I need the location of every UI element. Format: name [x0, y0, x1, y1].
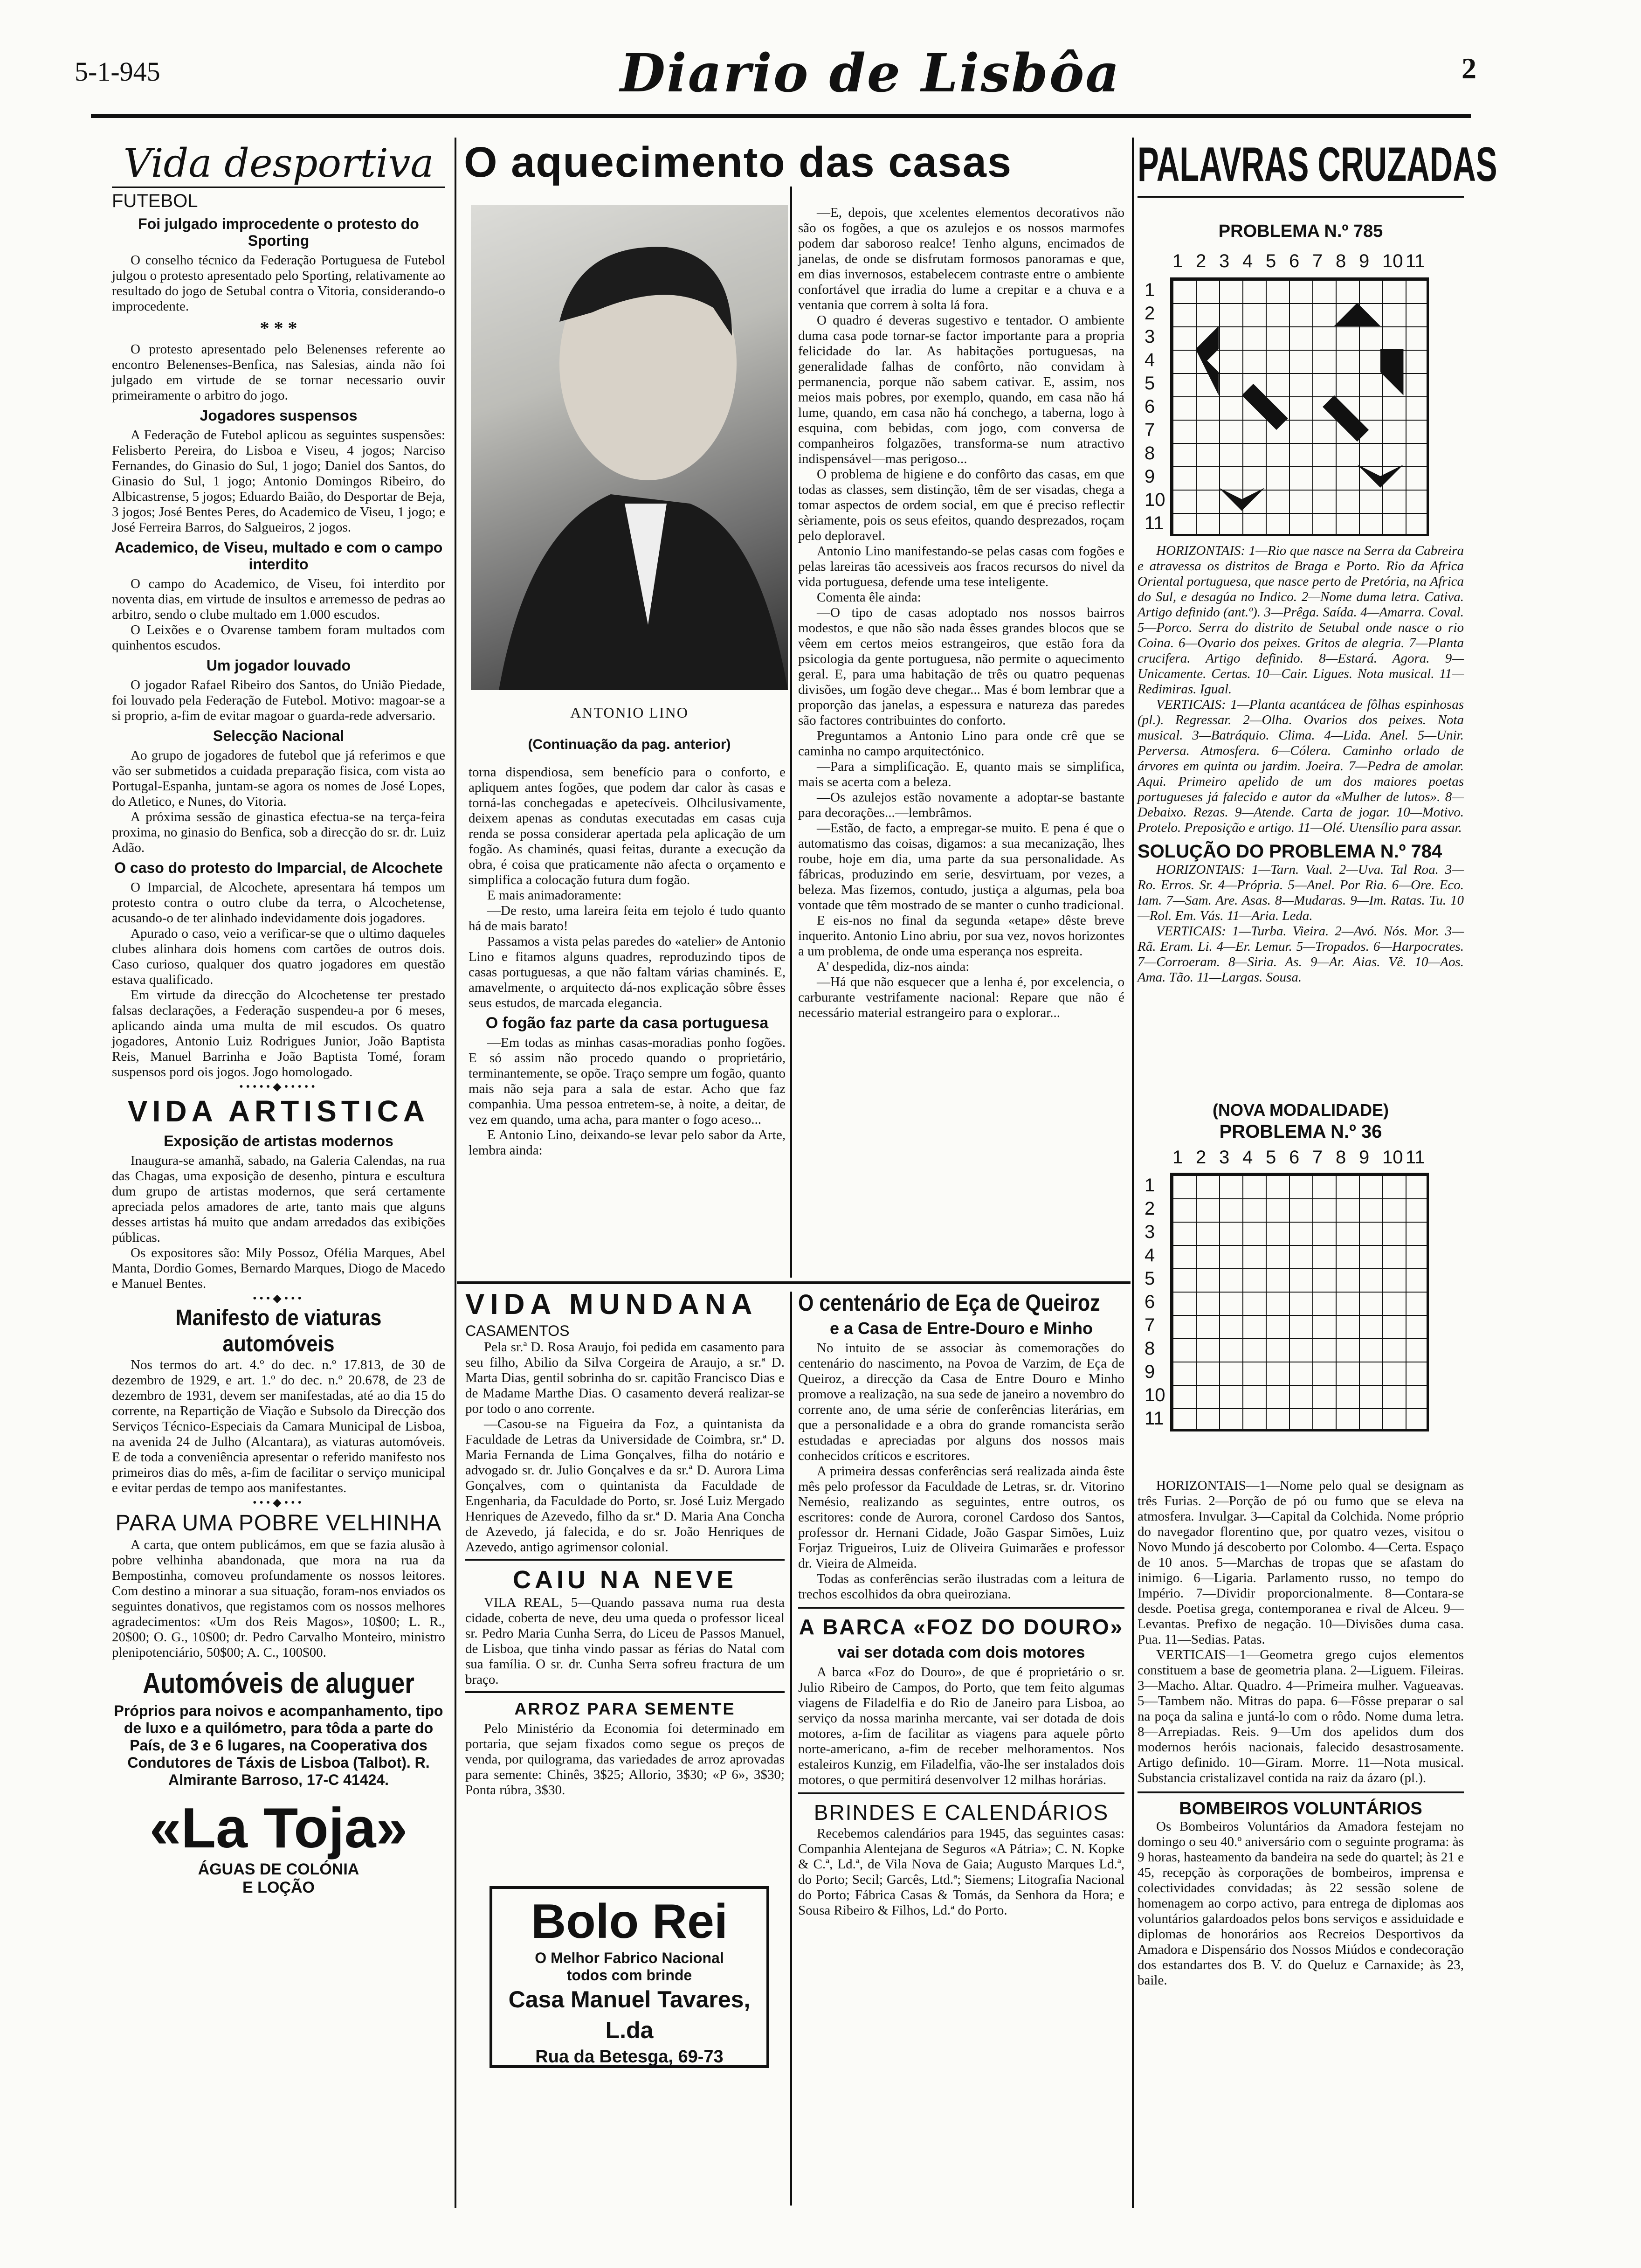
- rule: [465, 1691, 785, 1693]
- article-text: —E, depois, que xcelentes elementos decorativos não são os fogões, a que os azulejos e os nossos marmofes podem dar saboroso realce! Tenho alguns, encimados de janelas, de onde se disfrutam formosos panoramas e que, em dias invernosos, estabelecem contraste entre o ambiente confortável que irradia do lume a crepitar e a chuva e a ventania que correm à solta lá fora.: [798, 205, 1124, 312]
- article-text: Antonio Lino manifestando-se pelas casas com fogões e pelas lareiras tão acessiveis aos fracos recursos do nivel da vida portuguesa, defende uma tese inteligente.: [798, 544, 1124, 589]
- portrait-photo: [471, 205, 788, 690]
- rule: [798, 1607, 1124, 1609]
- problem-36-title: PROBLEMA N.º 36: [1219, 1121, 1382, 1142]
- subhead-casamentos: CASAMENTOS: [465, 1322, 570, 1339]
- vida-mundana-column: [465, 1287, 785, 2210]
- grid-row-number: 3: [1145, 326, 1155, 347]
- article-text: Todas as conferências serão ilustradas com a leitura de trechos escolhidos da obra queiroziana.: [798, 1571, 1124, 1602]
- article-text: No intuito de se associar às comemorações do centenário do nascimento, na Povoa de Varzim, de Eça de Queiroz, a direcção da Casa de Entre Douro e Minho promove a realização, na sua sede de janeiro a novembro do corrente ano, de uma série de conferências literárias, em que a personalidade e a obra do grande romancista serão estudadas e apreciadas por alguns dos nossos mais conhecidos críticos e escritores.: [798, 1341, 1124, 1463]
- problem-785-title: PROBLEMA N.º 785: [1218, 221, 1383, 241]
- grid-row-number: 10: [1145, 1385, 1165, 1405]
- article-text: O campo do Academico, de Viseu, foi interdito por noventa dias, em virtude de insultos e arremesso de pedras ao arbitro, sendo o clube multado em 1.000 escudos.: [112, 576, 445, 622]
- grid-column-number: 6: [1289, 1147, 1300, 1168]
- article-text: O quadro é deveras sugestivo e tentador. O ambiente duma casa pode tornar-se factor importante para a propria felicidade do lar. As habitações portuguesas, na generalidade falhas de confôrto, não convidam à permanencia, porque não sabem cativar. E, assim, nos meios mais pobres, por exemplo, quando, em casa não há lume, quando, em casa não há conchego, a taberna, logo à esquina, com bebidas, com jogo, com conversa de companheiros folgazões, transforma-se num atractivo indispensável—mas perigoso...: [798, 313, 1124, 466]
- grid-column-number: 7: [1312, 251, 1323, 271]
- grid-row-number: 11: [1145, 513, 1164, 533]
- grid-36-column-numbers: [1172, 1147, 1443, 1170]
- ad-bolo-line: O Melhor Fabrico Nacional: [535, 1950, 724, 1966]
- article-text: —Para a simplificação. E, quanto mais se simplifica, mais se acerta com a beleza.: [798, 759, 1124, 789]
- article-text: Ao grupo de jogadores de futebol que já referimos e que vão ser submetidos a cuidada preparação fisica, com vista ao Portugal-Espanha, juntam-se agora os nomes de José Lopes, do Atletico, e Nunes, do Vitoria.: [112, 748, 445, 809]
- article-text: O Leixões e o Ovarense tambem foram multados com quinhentos escudos.: [112, 622, 445, 653]
- grid-785-column-numbers: [1172, 251, 1443, 274]
- grid-column-number: 10: [1382, 251, 1403, 271]
- article-text: Os expositores são: Mily Possoz, Ofélia Marques, Abel Manta, Dordio Gomes, Bernardo Marques, Diogo de Macedo e Manuel Bentes.: [112, 1245, 445, 1291]
- subhead: Um jogador louvado: [206, 657, 351, 674]
- grid-row-number: 4: [1145, 1245, 1155, 1265]
- article-text: —Os azulejos estão novamente a adoptar-se bastante para decorações...—lembrâmos.: [798, 790, 1124, 820]
- clue-text: HORIZONTAIS: 1—Rio que nasce na Serra da Cabreira e atravessa os distritos de Braga e Porto. Rio da Africa Oriental portuguesa, que nasce perto de Pretória, na Africa do Sul, e desagúa no Indico. 2—Nome duma letra. Cativa. Artigo definido (ant.º). 3—Prêga. Saída. 4—Amarra. Coval. 5—Porco. Serra do distrito de Setubal onde nasce o rio Coina. 6—Ovario dos peixes. Gritos de alegria. 7—Planta crucifera. Artigo definido. 8—Estará. Agora. 9—Unicamente. Certas. 10—Cair. Ligues. Nota musical. 11—Redimiras. Igual.: [1138, 543, 1464, 697]
- article-text: torna dispendiosa, sem benefício para o conforto, e apliquem antes fogões, que podem dar calor às casas e torná-las conchegadas e apetecíveis. Olhcilusivamente, deixem apenas as condutas executadas em casas cuja renda se possa considerar apertada pela aplicação de um fogão. As chaminés, quasi feitas, durante a execução da obra, é coisa que praticamente não afecta o orçamento e simplifica a colocação futura dum fogão.: [469, 765, 786, 887]
- article-text: —Estão, de facto, a empregar-se muito. E pena é que o automatismo das coisas, digamos: a sua mecanização, lhes roube, hoje em dia, uma parte da sua personalidade. As fábricas, produzindo em serie, desvirtuam, por vezes, a beleza. Mas fizemos, contudo, justiça a algumas, pela boa vontade que têm mostrado de se manter o cunho tradicional.: [798, 821, 1124, 913]
- article-text: O problema de higiene e do confôrto das casas, em que todas as classes, sem distinção, têm de ser visadas, chega a tomar aspectos de ordem social, em que é preciso reflectir sèriamente, pois os seus efeitos, quando desprezados, roçam pelo deploravel.: [798, 467, 1124, 543]
- grid-column-number: 5: [1266, 251, 1276, 271]
- ad-la-toja-title: «La Toja»: [149, 1796, 408, 1860]
- grid-785-row-numbers: [1145, 280, 1168, 539]
- photo-caption: ANTONIO LINO: [570, 704, 689, 721]
- rule: [1138, 196, 1464, 198]
- solution-title: SOLUÇÃO DO PROBLEMA N.º 784: [1138, 841, 1442, 862]
- article-text: E Antonio Lino, deixando-se levar pelo sabor da Arte, lembra ainda:: [469, 1127, 786, 1158]
- grid-36-row-numbers: [1145, 1175, 1168, 1434]
- grid-column-number: 9: [1359, 1147, 1370, 1168]
- grid-column-number: 2: [1196, 251, 1207, 271]
- page-number: 2: [1462, 52, 1476, 85]
- crossword-785-clues: [1138, 543, 1464, 985]
- subhead: e a Casa de Entre-Douro e Minho: [829, 1319, 1093, 1338]
- subhead: Selecção Nacional: [213, 727, 345, 744]
- solution-text: VERTICAIS: 1—Turba. Vieira. 2—Avó. Nós. Mor. 3—Rã. Eram. Li. 4—Er. Lemur. 5—Tropados. 6—Harpocrates. 7—Corroeram. 8—Siria. As. 9—Ar. Aias. Vê. 10—Aos. Ama. Tão. 11—Largas. Sousa.: [1138, 924, 1464, 985]
- article-text: Comenta êle ainda:: [817, 590, 921, 605]
- grid-column-number: 1: [1172, 1147, 1183, 1168]
- ornament: •••••◆•••••: [239, 1081, 318, 1093]
- article-text: Apurado o caso, veio a verificar-se que o ultimo daqueles clubes alinhara dois homens com cartões de outros dois. Caso curioso, qualquer dos quatro jogadores em questão estava qualificado.: [112, 926, 445, 987]
- crossword-36-clues: [1138, 1478, 1464, 2210]
- article-text: —Em todas as minhas casas-moradias ponho fogões. E só assim não procedo quando o proprietário, terminantemente, se opõe. Traço sempre um fogão, quanto mais não seja para a sala de estar. Acho que faz companhia. Uma pessoa entretem-se, à noite, a deitar, de vez em quando, uma acha, para manter o fogo aceso...: [469, 1035, 786, 1127]
- grid-column-number: 3: [1219, 1147, 1230, 1168]
- grid-column-number: 8: [1336, 1147, 1346, 1168]
- article-text: E eis-nos no final da segunda «etape» dêste breve inquerito. Antonio Lino abriu, por sua vez, novos horizontes a um problema, de onde uma esperança nos espreita.: [798, 913, 1124, 959]
- grid-row-number: 6: [1145, 396, 1155, 417]
- ad-automoveis-text: Próprios para noivos e acompanhamento, tipo de luxo e a quilómetro, para tôda a parte do País, de 3 e 6 lugares, na Cooperativa dos Condutores de Táxis de Lisboa (Talbot). R. Almirante Barroso, 17-C 41424.: [114, 1702, 443, 1788]
- article-text: Os Bombeiros Voluntários da Amadora festejam no domingo o seu 40.º aniversário com o seguinte programa: às 9 horas, hasteamento da bandeira na sede do quartel; às 21 e 45, recepção às corporações de bombeiros, imprensa e colectividades convidadas; às 22 sessão solene de homenagem ao corpo activo, para entrega de diplomas aos voluntários galardoados pelos bons serviços e assiduidade e diplomas de honorários aos Recreios Desportivos da Amadora e Dispensário dos Nossos Miúdos e condecoração dos estandartes dos B. V. do Queluz e Carnaxide; às 23, baile.: [1138, 1819, 1464, 1988]
- headline-brindes: BRINDES E CALENDÁRIOS: [814, 1800, 1109, 1825]
- grid-row-number: 10: [1145, 490, 1165, 510]
- column-divider: [1132, 138, 1134, 2208]
- subhead: vai ser dotada com dois motores: [837, 1644, 1085, 1661]
- ad-automoveis-title: Automóveis de aluguer: [143, 1667, 414, 1700]
- ad-bolo-line: todos com brinde: [566, 1967, 692, 1984]
- ad-la-toja-line: ÁGUAS DE COLÓNIA: [198, 1860, 359, 1878]
- section-rule: [457, 1281, 1131, 1284]
- headline-velhinha: PARA UMA POBRE VELHINHA: [115, 1511, 442, 1535]
- article-text: Em virtude da direcção do Alcochetense ter prestado falsas declarações, a Federação suspendeu-a por 6 meses, aplicando ainda uma multa de mil escudos. Os quatro jogadores, Antonio Luiz Rodrigues Junior, João Baptista Reis, Manuel Barrinha e João Baptista Tomé, foram suspensos pord ois jogos. Jogo homologado.: [112, 988, 445, 1079]
- section-title: Vida desportiva: [112, 140, 445, 188]
- queiroz-column: [798, 1289, 1124, 2210]
- ad-bolo-title: Bolo Rei: [531, 1895, 728, 1949]
- ornament: •••◆•••: [253, 1497, 304, 1509]
- solution-text: HORIZONTAIS: 1—Tarn. Vaal. 2—Uva. Tal Roa. 3—Ro. Erros. Sr. 4—Própria. 5—Anel. Por Ria. 6—Ore. Eco. Iam. 7—Sam. Are. Asas. 8—Mudaras. 9—Im. Ratas. Tu. 10—Rol. Em. Vás. 11—Aria. Leda.: [1138, 862, 1464, 923]
- article-text: Pelo Ministério da Economia foi determinado em portaria, que sejam fixados como segue os preços de venda, por quilograma, das variedades de arroz aprovadas para semente: Chinês, 3$25; Allorio, 3$30; «P 6», 3$30; Ponta rúbra, 3$30.: [465, 1721, 785, 1798]
- article-column-left: [469, 765, 786, 1278]
- grid-column-number: 10: [1382, 1147, 1403, 1168]
- article-text: —Casou-se na Figueira da Foz, a quintanista da Faculdade de Letras da Universidade de Coimbra, sr.ª D. Maria Fernanda de Lima Gonçalves, filha do notário e advogado sr. dr. Julio Gonçalves e da sr.ª D. Aurora Lima Gonçalves, com o quintanista da Faculdade de Engenharia, da Faculdade do Porto, sr. José Luiz Mergado Henriques de Azevedo, filho da sr.ª D. Maria Ana Concha de Azevedo, já falecida, e do sr. João Henriques de Azevedo, antigo agrimensor colonial.: [465, 1417, 785, 1555]
- grid-column-number: 4: [1242, 1147, 1253, 1168]
- grid-row-number: 9: [1145, 466, 1155, 487]
- grid-row-number: 1: [1145, 280, 1155, 300]
- grid-column-number: 8: [1336, 251, 1346, 271]
- separator-stars: * * *: [260, 318, 297, 339]
- grid-row-number: 4: [1145, 350, 1155, 370]
- section-title-vida-artistica: VIDA ARTISTICA: [127, 1094, 430, 1128]
- ornament: •••◆•••: [253, 1293, 304, 1305]
- grid-row-number: 1: [1145, 1175, 1155, 1196]
- article-text: O conselho técnico da Federação Portuguesa de Futebol julgou o protesto apresentado pelo Sporting, relativamente ao resultado do jogo de Setubal contra o Vitoria, considerando-o improcedente.: [112, 253, 445, 314]
- crossword-grid-36: [1170, 1173, 1429, 1431]
- article-text: Inaugura-se amanhã, sabado, na Galeria Calendas, na rua das Chagas, uma exposição de desenho, pintura e escultura dum grupo de artistas modernos, que será certamente apreciada pelos amadores de arte, tanto mais que alguns desses artistas há muito que andam arredados das exibições públicas.: [112, 1153, 445, 1245]
- article-text: Nos termos do art. 4.º do dec. n.º 17.813, de 30 de dezembro de 1929, e art. 1.º do dec. n.º 20.678, de 23 de dezembro de 1931, devem ser manifestadas, até ao dia 15 do corrente, na Repartição de Viação e Subsolo da Direcção dos Serviços Técnico-Especiais da Camara Municipal de Lisboa, na avenida 24 de Julho (Alcantara), as viaturas automóveis. E de toda a conveniência apresentar o referido manifesto nos primeiros dias do mês, a-fim de facilitar o serviço municipal e evitar perdas de tempo aos manifestantes.: [112, 1357, 445, 1495]
- grid-column-number: 7: [1312, 1147, 1323, 1168]
- football-kicker: FUTEBOL: [112, 191, 198, 211]
- article-text: O Imparcial, de Alcochete, apresentara há tempos um protesto contra o outro clube da terra, o Alcochetense, acusando-o de ter alinhado indevidamente dois jogadores.: [112, 880, 445, 926]
- subhead: Academico, de Viseu, multado e com o campo interdito: [114, 539, 443, 573]
- headline-neve: CAIU NA NEVE: [512, 1566, 738, 1594]
- portrait-figure: [471, 205, 788, 690]
- article-text: —O tipo de casas adoptado nos nossos bairros modestos, e que não são nada êsses grandes blocos que se vêem em certos meios estrangeiros, que estão fora da psicologia da gente portuguesa, não permite o aquecimento geral. E, para uma habitação de três ou quatro pequenas divisões, um fogão deve chegar... Mas é bom lembrar que a proporção das janelas, a espessura e natureza das paredes são factores contribuintes do conforto.: [798, 605, 1124, 728]
- sports-column: [112, 140, 445, 2210]
- clue-text: VERTICAIS: 1—Planta acantácea de fôlhas espinhosas (pl.). Regressar. 2—Olha. Ovarios dos peixes. Nota musical. 3—Batráquio. Clima. 4—Lida. Anel. 5—Unir. Perversa. Atmosfera. 6—Cólera. Caminho orlado de árvores em quinta ou jardim. Joeira. 7—Pedra de amolar. Aqui. Primeiro apelido de um dos maiores poetas portugueses já falecido e autor da «Mulher de lutos». 8—Debaixo. Rezas. 9—Atende. Carta de jogar. 10—Motivo. Protelo. Preposição e artigo. 11—Olé. Utensílio para assar.: [1138, 697, 1464, 835]
- article-text: —De resto, uma lareira feita em tejolo é tudo quanto há de mais barato!: [469, 903, 786, 933]
- article-text: O jogador Rafael Ribeiro dos Santos, do União Piedade, foi louvado pela Federação de Futebol. Motivo: magoar-se a si proprio, a-fim de evitar magoar o guarda-rede adversario.: [112, 678, 445, 723]
- grid-row-number: 11: [1145, 1408, 1164, 1429]
- article-text: Pela sr.ª D. Rosa Araujo, foi pedida em casamento para seu filho, Abilio da Silva Corgeira de Araujo, a sr.ª D. Marta Dias, gentil sobrinha do sr. capitão Francisco Dias e de Madame Marthe Dias. O casamento deverá realizar-se por todo o ano corrente.: [465, 1340, 785, 1416]
- rule: [465, 1559, 785, 1561]
- article-text: A próxima sessão de ginastica efectua-se na terça-feira proxima, no ginasio do Benfica, sob a direcção do sr. dr. Luiz Adão.: [112, 809, 445, 855]
- grid-column-number: 11: [1406, 251, 1425, 271]
- ad-la-toja-line: E LOÇÃO: [242, 1879, 315, 1896]
- grid-row-number: 2: [1145, 1198, 1155, 1219]
- grid-row-number: 2: [1145, 303, 1155, 324]
- article-text: Recebemos calendários para 1945, das seguintes casas: Companhia Alentejana de Seguros «A Pátria»; C. N. Kopke & C.ª, Ld.ª, de Vila Nova de Gaia; Augusto Marques Ld.ª, do Porto; Secil; Garcês, Ltd.ª; Siemens; Litografia Nacional do Porto; Fábrica Casas & Tomás, da Senhora da Hora; e Sousa Ribeiro & Filhos, Ld.ª do Porto.: [798, 1826, 1124, 1918]
- grid-column-number: 9: [1359, 251, 1370, 271]
- article-text: A carta, que ontem publicámos, em que se fazia alusão à pobre velhinha abandonada, que mora na rua da Bempostinha, comoveu profundamente os nossos leitores. Com destino a minorar a sua situação, foram-nos enviados os seguintes donativos, que registamos com os nossos melhores agradecimentos: «Um dos Reis Magos», 10$00; L. R., 20$00; O. G., 10$00; dr. Pedro Carvalho Monteiro, ministro plenipotenciário, 50$00; A. C., 100$00.: [112, 1537, 445, 1660]
- grid-row-number: 5: [1145, 373, 1155, 394]
- bolo-rei-ad: [490, 1886, 769, 2068]
- subhead: Exposição de artistas modernos: [164, 1133, 393, 1149]
- newspaper-title: Diario de Lisbôa: [620, 43, 1121, 104]
- grid-row-number: 9: [1145, 1362, 1155, 1382]
- issue-date: 5-1-945: [75, 56, 160, 87]
- headline-manifesto: Manifesto de viaturas automóveis: [175, 1306, 382, 1356]
- subhead: Jogadores suspensos: [200, 407, 358, 424]
- masthead-rule: [91, 114, 1471, 118]
- grid-row-number: 5: [1145, 1268, 1155, 1289]
- article-text: E mais animadoramente:: [487, 888, 622, 903]
- section-title-mundana: VIDA MUNDANA: [465, 1288, 758, 1321]
- article-text: A' despedida, diz-nos ainda:: [817, 959, 970, 974]
- article-text: Preguntamos a Antonio Lino para onde crê que se caminha no campo arquitectónico.: [798, 728, 1124, 759]
- grid-row-number: 8: [1145, 443, 1155, 463]
- article-text: O protesto apresentado pelo Belenenses referente ao encontro Belenenses-Benfica, nas Salesias, ainda não foi julgado em virtude de se tornar necessario ouvir primeiramente o arbitro do jogo.: [112, 342, 445, 403]
- crossword-title: PALAVRAS CRUZADAS: [1138, 138, 1497, 192]
- column-divider: [790, 187, 792, 1278]
- grid-column-number: 5: [1266, 1147, 1276, 1168]
- grid-row-number: 8: [1145, 1338, 1155, 1359]
- column-divider: [455, 138, 456, 2208]
- article-text: A Federação de Futebol aplicou as seguintes suspensões: Felisberto Pereira, do Lisboa e Viseu, 4 jogos; Narciso Fernandes, do Ginasio do Sul, 1 jogo; Daniel dos Santos, do Ginasio do Sul, 1 jogo; Antonio Domingos Ribeiro, do Albicastrense, 5 jogos; Eduardo Baião, do Desportar de Beja, 3 jogos; José Bentes Peres, do Academico de Viseu, 1 jogo; e José Ferreira Barros, do Salgueiros, 2 jogos.: [112, 428, 445, 535]
- article-text: VILA REAL, 5—Quando passava numa rua desta cidade, coberta de neve, deu uma queda o professor liceal sr. Pedro Maria Cunha Serra, do Liceu de Passos Manuel, de Lisboa, que tinha vindo passar as férias do Natal com sua família. O sr. dr. Cunha Serra sofreu fractura de um braço.: [465, 1595, 785, 1687]
- grid-row-number: 3: [1145, 1222, 1155, 1242]
- headline-arroz: ARROZ PARA SEMENTE: [514, 1699, 736, 1718]
- grid-row-number: 7: [1145, 1315, 1155, 1335]
- ad-bolo-name: Casa Manuel Tavares, L.da: [508, 1986, 751, 2043]
- grid-column-number: 3: [1219, 251, 1230, 271]
- clue-text: HORIZONTAIS—1—Nome pelo qual se designam as três Furias. 2—Porção de pó ou fumo que se eleva na atmosfera. Invulgar. 3—Capital da Colchida. Nome próprio do navegador florentino que, por quatro vezes, visitou o Novo Mundo já descoberto por Colombo. 4—Certa. Espaço de 10 anos. 5—Marchas de tropas que se afastam do inimigo. 6—Ligaria. Parlamento russo, no tempo do Império. 7—Dividir proporcionalmente. 8—Contara-se desde. Poetisa grega, contemporanea e rival de Alceu. 9—Levantas. Prefixo de negação. 10—Divisões duma casa. Pua. 11—Sedias. Patas.: [1138, 1478, 1464, 1647]
- rule: [798, 1792, 1124, 1794]
- grid-column-number: 6: [1289, 251, 1300, 271]
- article-text: —Há que não esquecer que a lenha é, por excelencia, o carburante vestrifamente nacional: Repare que não é necessário material estrangeiro para o explorar...: [798, 975, 1124, 1020]
- grid-column-number: 2: [1196, 1147, 1207, 1168]
- crossword-grid-785: [1170, 277, 1429, 536]
- subhead: O fogão faz parte da casa portuguesa: [485, 1014, 769, 1032]
- column-divider: [790, 1292, 792, 2206]
- grid-column-number: 11: [1406, 1147, 1425, 1168]
- subhead: O caso do protesto do Imparcial, de Alcochete: [114, 859, 443, 876]
- ad-bolo-address: Rua da Betesga, 69-73: [535, 2047, 724, 2067]
- grid-column-number: 1: [1172, 251, 1183, 271]
- nova-modalidade: (NOVA MODALIDADE): [1213, 1100, 1389, 1120]
- grid-row-number: 6: [1145, 1292, 1155, 1312]
- grid-785-black-pattern: [1172, 280, 1427, 534]
- rule: [1138, 1791, 1464, 1793]
- headline-sporting: Foi julgado improcedente o protesto do Sporting: [138, 215, 419, 249]
- article-text: A primeira dessas conferências será realizada ainda êste mês pelo professor da Faculdade de Letras, sr. dr. Vitorino Nemésio, realizando as seguintes, entre outros, os escritores: conde de Aurora, coronel Cardoso dos Santos, professor dr. Hernani Cidade, João Gaspar Simões, Luiz Forjaz Trigueiros, Luiz de Oliveira Guimarães e professor dr. Vieira de Almeida.: [798, 1464, 1124, 1571]
- clue-text: VERTICAIS—1—Geometra grego cujos elementos constituem a base de geometria plana. 2—Liguem. Fileiras. 3—Macho. Altar. Quadro. 4—Primeira mulher. Vagueavas. 5—Tambem não. Mitras do papa. 6—Fôsse preparar o sal na poça da salina e juntá-lo com o rôdo. Nome duma letra. 8—Arrepiadas. Reis. 9—Um dos apelidos dum dos modernos heróis nacionais, falecido desastrosamente. Artigo definido. 10—Giram. Morre. 11—Nota musical. Substancia cristalizavel contida na raiz da ázaro (pl.).: [1138, 1647, 1464, 1785]
- grid-row-number: 7: [1145, 420, 1155, 440]
- headline-queiroz: O centenário de Eça de Queiroz: [798, 1290, 1100, 1316]
- headline-bombeiros: BOMBEIROS VOLUNTÁRIOS: [1179, 1799, 1422, 1819]
- article-text: Passamos a vista pelas paredes do «atelier» de Antonio Lino e fitamos alguns quadres, reproduzindo tipos de casas portuguesas, a que não faltam várias chaminés. E, amavelmente, o arquitecto dá-nos explicação sôbre êsses seus estudos, de marcada elegancia.: [469, 934, 786, 1010]
- grid-column-number: 4: [1242, 251, 1253, 271]
- article-text: A barca «Foz do Douro», de que é proprietário o sr. Julio Ribeiro de Campos, do Porto, que tem feito algumas viagens de Filadelfia e do Rio de Janeiro para Lisboa, ao serviço da nossa marinha mercante, vai ser dotada de dois motores, a-fim de facilitar as viagens para aquele pôrto norte-americano, a-fim de receber melhoramentos. Nos estaleiros Kunzig, em Filadelfia, vão-lhe ser instalados dois motores, o que permitirá desenvolver 12 milhas horárias.: [798, 1665, 1124, 1787]
- headline-barca: A BARCA «FOZ DO DOURO»: [799, 1615, 1124, 1639]
- continuation-note: (Continuação da pag. anterior): [528, 737, 731, 752]
- article-column-right: [798, 205, 1124, 1278]
- main-headline: O aquecimento das casas: [464, 138, 1013, 186]
